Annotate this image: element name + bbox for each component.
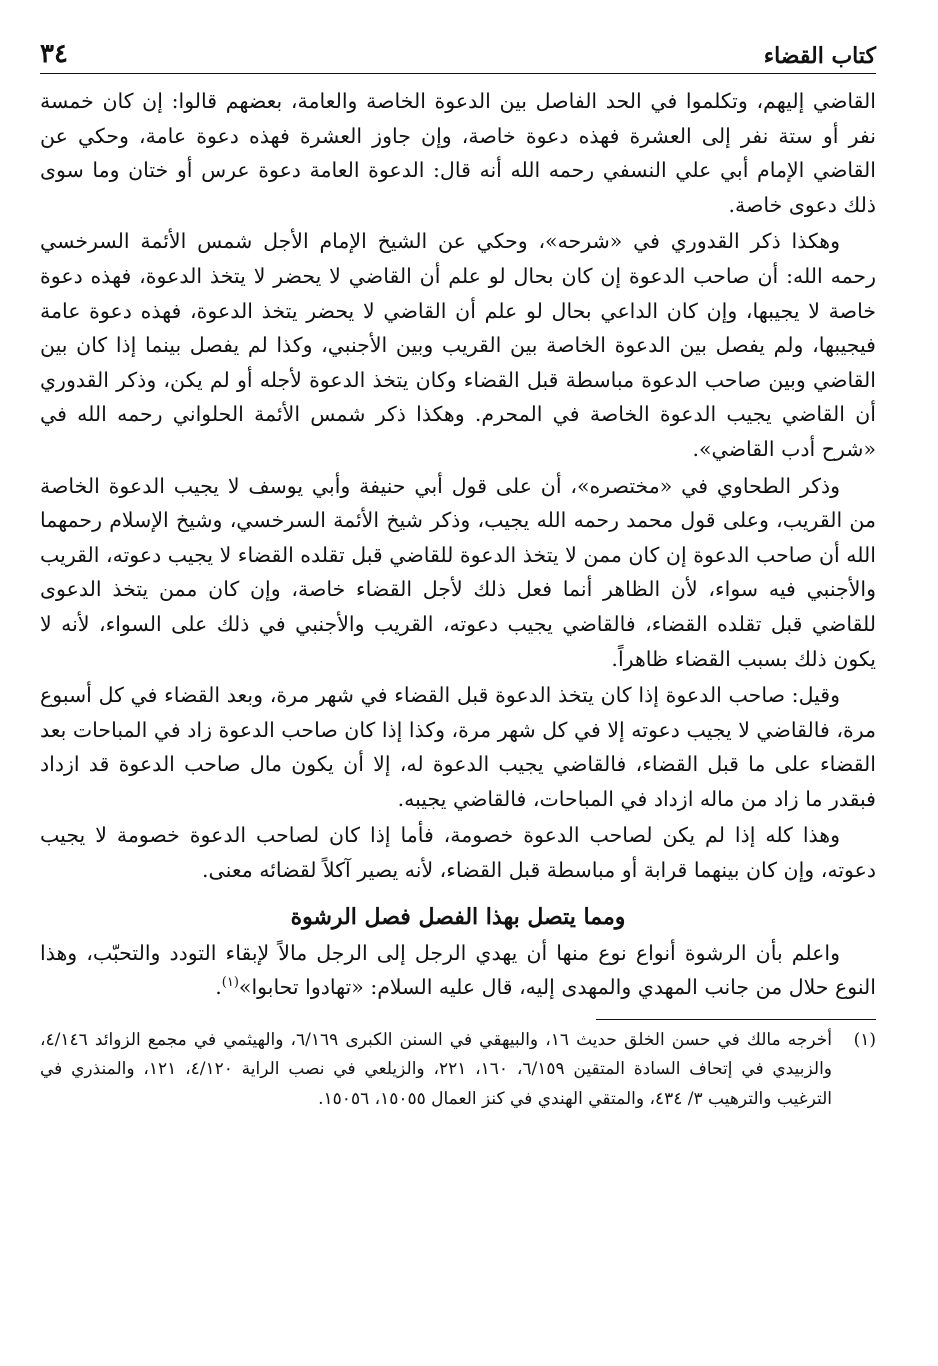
paragraph-1: القاضي إليهم، وتكلموا في الحد الفاصل بين الدعوة الخاصة والعامة، بعضهم قالوا: إن كان خمسة نفر أو ستة نفر إلى العشرة فهذه دعوة خاصة، وإن جاوز العشرة فهذه دعوة عامة، وحكي عن القاضي الإمام أبي علي النسفي رحمه الله أنه قال: الدعوة العامة دعوة عرس أو ختان وما سوى ذلك دعوى خاصة. <box>40 89 876 217</box>
book-page <box>40 26 876 1346</box>
paragraph-3: وذكر الطحاوي في «مختصره»، أن على قول أبي حنيفة وأبي يوسف لا يجيب الدعوة الخاصة من القريب، وعلى قول محمد رحمه الله يجيب، وذكر شيخ الأئمة السرخسي، وشيخ الإسلام رحمهما الله أن صاحب الدعوة إن كان ممن لا يتخذ الدعوة للقاضي قبل تقلده القضاء لا يجيب دعوته، القريب والأجنبي فيه سواء، لأن الظاهر أنما فعل ذلك لأجل القضاء خاصة، وإن كان ممن يتخذ الدعوى للقاضي قبل تقلده القضاء، فالقاضي يجيب دعوته، القريب والأجنبي في ذلك على السواء، لأنه لا يكون ذلك بسبب القضاء ظاهراً. <box>40 473 876 671</box>
paragraph-6 <box>40 936 876 1005</box>
body-text <box>40 84 876 1005</box>
paragraph-2: وهكذا ذكر القدوري في «شرحه»، وحكي عن الشيخ الإمام الأجل شمس الأئمة السرخسي رحمه الله: أن صاحب الدعوة إن كان بحال لو علم أن القاضي لا يحضر لا يتخذ الدعوة، فهذه دعوة خاصة لا يجيبها، وإن كان الداعي بحال لو علم أن القاضي لا يحضر يتخذ الدعوة، فهذه دعوة عامة فيجيبها، ولم يفصل بين الدعوة الخاصة بين القريب وبين الأجنبي، وكذا لم يفصل بينما إذا كان بين القاضي وبين صاحب الدعوة مباسطة قبل القضاء وكان يتخذ الدعوة لأجله أو لم يكن، وذكر القدوري أن القاضي يجيب الدعوة الخاصة في المحرم. وهكذا ذكر شمس الأئمة الحلواني رحمه الله في «شرح أدب القاضي». <box>40 229 876 461</box>
paragraph-6-end: . <box>215 975 222 1000</box>
running-title: كتاب القضاء <box>763 43 876 69</box>
footnote-reference[interactable]: (١) <box>221 975 239 991</box>
paragraph-6-text: واعلم بأن الرشوة أنواع نوع منها أن يهدي الرجل إلى الرجل مالاً لإبقاء التودد والتحبّب، وهذا النوع حلال من جانب المهدي والمهدى إليه، قال عليه السلام: «تهادوا تحابوا» <box>40 940 876 1000</box>
page-number: ٣٤ <box>40 39 68 69</box>
footnote <box>40 1026 876 1115</box>
paragraph-4: وقيل: صاحب الدعوة إذا كان يتخذ الدعوة قبل القضاء في شهر مرة، وبعد القضاء في كل أسبوع مرة، فالقاضي لا يجيب دعوته إلا في كل شهر مرة، وكذا إذا كان صاحب الدعوة زاد في المباحات بعد القضاء على ما قبل القضاء، فالقاضي يجيب الدعوة له، إلا أن يكون مال صاحب الدعوة قد ازداد فبقدر ما زاد من ماله ازداد في المباحات، فالقاضي يجيبه. <box>40 683 876 811</box>
section-heading: ومما يتصل بهذا الفصل فصل الرشوة <box>290 903 626 930</box>
page-header <box>40 26 876 74</box>
paragraph-5: وهذا كله إذا لم يكن لصاحب الدعوة خصومة، فأما إذا كان لصاحب الدعوة خصومة لا يجيب دعوته، وإن كان بينهما قرابة أو مباسطة قبل القضاء، لأنه يصير آكلاً لقضائه معنى. <box>40 823 876 883</box>
footnote-text: أخرجه مالك في حسن الخلق حديث ١٦، والبيهقي في السنن الكبرى ٦/١٦٩، والهيثمي في مجمع الزوائد ٤/١٤٦، والزبيدي في إتحاف السادة المتقين ٦/١٥٩، ١٦٠، ٢٢١، والزيلعي في نصب الراية ٤/١٢٠، ١٢١، والمنذري في الترغيب والترهيب ٣/ ٤٣٤، والمتقي الهندي في كنز العمال ١٥٠٥٥، ١٥٠٥٦. <box>40 1029 833 1109</box>
footnote-number: (١) <box>853 1029 876 1050</box>
footnote-divider <box>596 1019 876 1020</box>
